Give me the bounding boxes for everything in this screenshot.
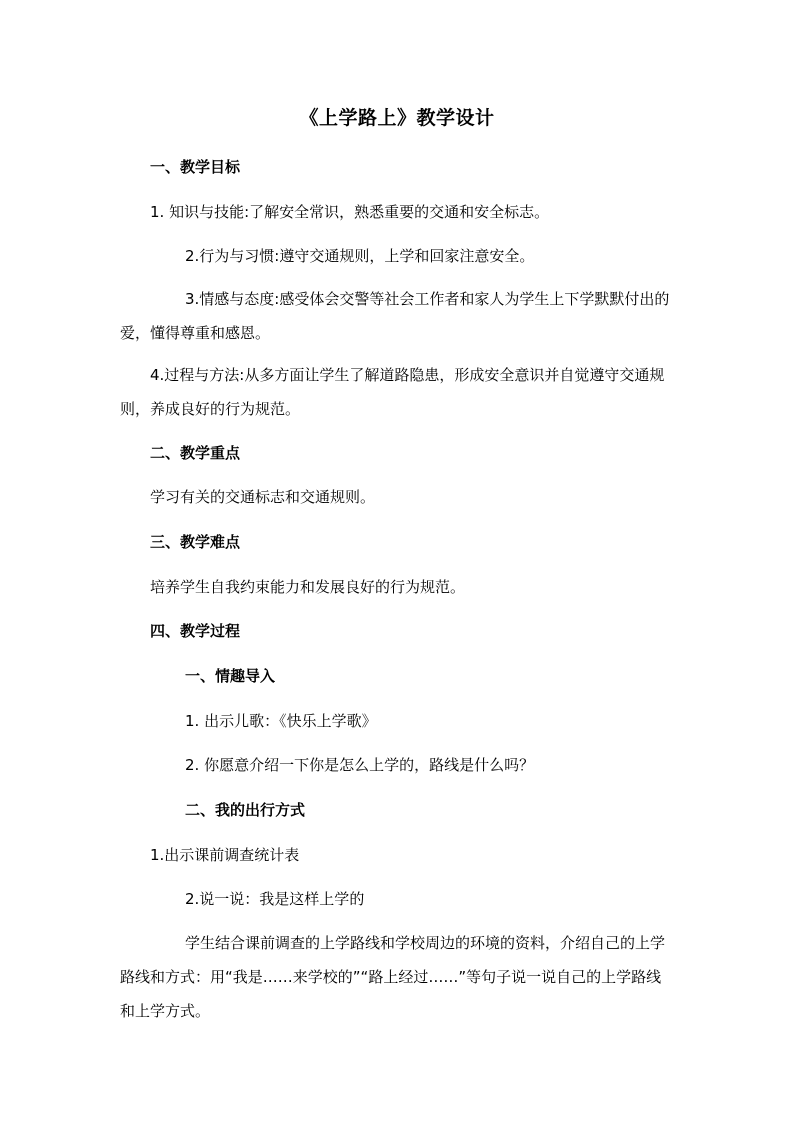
goal-knowledge-skills: 1. 知识与技能:了解安全常识，熟悉重要的交通和安全标志。 [150,203,550,221]
goal-emotion-attitude [120,282,676,350]
key-points-text: 学习有关的交通标志和交通规则。 [150,488,376,506]
travel-description-text: 学生结合课前调查的上学路线和学校周边的环境的资料，介绍自己的上学路线和方式：用“我是……来学校的”“路上经过……”等句子说一说自己的上学路线和上学方式。 [120,934,666,1020]
intro-item-route-question: 2. 你愿意介绍一下你是怎么上学的，路线是什么吗？ [185,756,535,774]
section-heading-key-points: 二、教学重点 [150,444,241,462]
travel-item-survey-table: 1.出示课前调查统计表 [150,846,300,864]
section-heading-teaching-goals: 一、教学目标 [150,158,241,176]
goal-behavior-habits: 2.行为与习惯:遵守交通规则，上学和回家注意安全。 [185,247,535,265]
goal-process-method [120,358,676,426]
intro-item-song: 1. 出示儿歌：《快乐上学歌》 [185,712,377,730]
subsection-heading-intro: 一、情趣导入 [185,667,276,685]
goal-process-method-text: 4.过程与方法:从多方面让学生了解道路隐患，形成安全意识并自觉遵守交通规则，养成良好的行为规范。 [120,366,665,418]
travel-item-talk: 2.说一说：我是这样上学的 [185,890,365,908]
section-heading-difficulties: 三、教学难点 [150,533,241,551]
section-heading-teaching-process: 四、教学过程 [150,622,241,640]
subsection-heading-travel-mode: 二、我的出行方式 [185,801,306,819]
difficulties-text: 培养学生自我约束能力和发展良好的行为规范。 [150,578,466,596]
travel-description-paragraph [120,926,676,1028]
document-title: 《上学路上》教学设计 [299,107,495,129]
goal-emotion-attitude-text: 3.情感与态度:感受体会交警等社会工作者和家人为学生上下学默默付出的爱，懂得尊重和感恩。 [120,290,670,342]
